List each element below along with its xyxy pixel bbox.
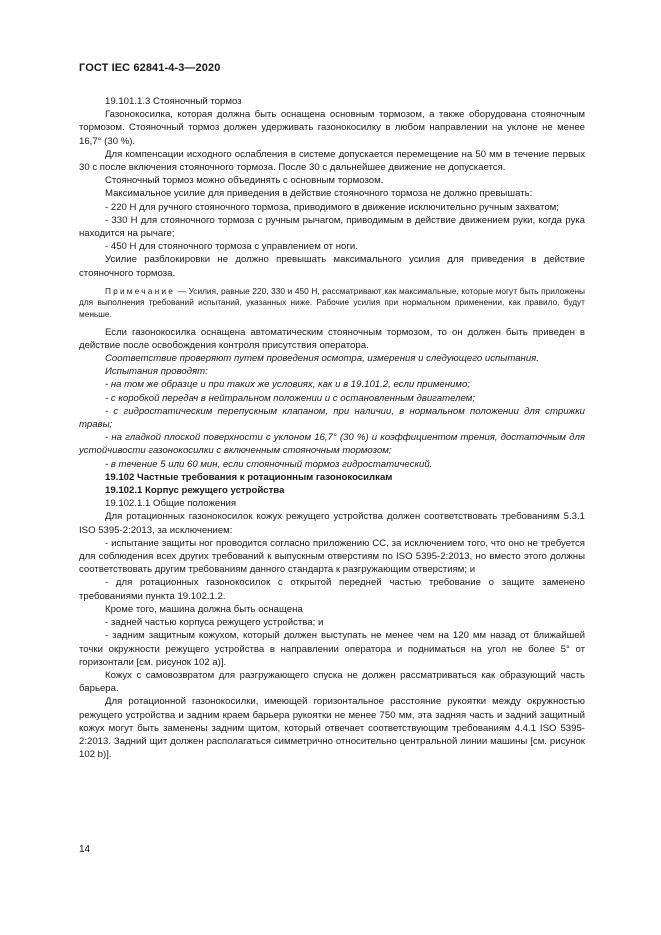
compliance-text: Испытания проводят:	[105, 366, 208, 378]
list-item: - задним защитным кожухом, который должен выступать не менее чем на 120 мм назад от ближайшей точки окружности режущего устройства в направлении оператора и подниматься на угол не более 5° от горизонтали [см. рисунок 102 а)].	[79, 630, 585, 668]
document-body	[79, 95, 585, 761]
document-code-header: ГОСТ IEC 62841-4-3—2020	[79, 62, 221, 74]
note	[79, 286, 585, 321]
paragraph: Для компенсации исходного ослабления в системе допускается перемещение на 50 мм в течение первых 30 с после включения стояночного тормоза. После 30 с дальнейшее движение не допускается.	[79, 148, 585, 174]
list-item: - на гладкой плоской поверхности с уклоном 16,7° (30 %) и коэффициентом трения, достаточным для устойчивости газонокосилки с включенным стояночным тормозом;	[79, 432, 585, 457]
paragraph: Для ротационных газонокосилок кожух режущего устройства должен соответствовать требованиям 5.3.1 ISO 5395-2:2013, за исключением:	[79, 511, 585, 536]
clause-heading: 19.101.1.3 Стояночный тормоз	[105, 96, 242, 107]
list-item: - 220 Н для ручного стояночного тормоза, приводимого в движение исключительно ручным захватом;	[105, 201, 559, 213]
list-item: - в течение 5 или 60 мин, если стояночный тормоз гидростатический.	[105, 458, 433, 470]
list-item: - на том же образце и при таких же условиях, как и в 19.101.2, если применимо;	[105, 379, 470, 391]
paragraph: Стояночный тормоз можно объединять с основным тормозом.	[105, 175, 384, 187]
list-item: - испытание защиты ног проводится согласно приложению СС, за исключением того, что оно не требуется для соблюдения всех других требований к выпускным отверстиям по ISO 5395-2:2013, но вместо этого должны соответствовать другим требованиям данного стандарта к разгружающим отверстиям; и	[79, 537, 585, 576]
list-item: - 330 Н для стояночного тормоза с ручным рычагом, приводимым в действие движением руки, когда рука находится на рычаге;	[79, 214, 585, 240]
clause-heading: 19.102.1.1 Общие положения	[105, 498, 237, 510]
section-heading: 19.102 Частные требования к ротационным газонокосилкам	[105, 471, 393, 483]
subsection-heading: 19.102.1 Корпус режущего устройства	[105, 485, 285, 497]
list-item: - с коробкой передач в нейтральном положении и с остановленным двигателем;	[105, 392, 476, 404]
paragraph: Газонокосилка, которая должна быть оснащена основным тормозом, а также оборудована стояночным тормозом. Стояночный тормоз должен удерживать газонокосилку в любом направлении на уклоне не менее 16,7° (30 %).	[79, 109, 585, 147]
list-item: - для ротационных газонокосилок с открытой передней частью требование о защите заменено требованиями пункта 19.102.1.2.	[79, 577, 585, 602]
list-item: - задней частью корпуса режущего устройства; и	[105, 617, 324, 629]
list-item: - 450 Н для стояночного тормоза с управлением от ноги.	[105, 241, 358, 253]
page-number: 14	[79, 844, 91, 855]
note-text: — Усилия, равные 220, 330 и 450 Н, рассматривают как максимальные, которые могут быть приложены для выполнения требований испытаний, указанных ниже. Рабочие усилия при нормальном применении, как правило, будут меньше.	[79, 285, 585, 320]
paragraph: Кожух с самовозвратом для разгружающего спуска не должен рассматриваться как образующий часть барьера.	[79, 669, 585, 695]
paragraph: Если газонокосилка оснащена автоматическим стояночным тормозом, то он должен быть приведен в действие после освобождения контроля присутствия оператора.	[79, 326, 585, 351]
note-label: Примечание	[105, 285, 176, 296]
paragraph: Усилие разблокировки не должно превышать максимального усилия для приведения в действие стояночного тормоза.	[79, 254, 585, 279]
compliance-text: Соответствие проверяют путем проведения осмотра, измерения и следующего испытания.	[105, 353, 539, 365]
paragraph: Максимальное усилие для приведения в действие стояночного тормоза не должно превышать:	[105, 188, 533, 200]
list-item: - с гидростатическим перепускным клапаном, при наличии, в нормальном положении для стрижки травы;	[79, 405, 585, 431]
paragraph: Кроме того, машина должна быть оснащена	[105, 603, 303, 615]
paragraph: Для ротационной газонокосилки, имеющей горизонтальное расстояние рукоятки между окружностью режущего устройства и задним краем барьера рукоятки не менее 750 мм, эта задняя часть и задний защитный кожух могут быть заменены задним щитом, который отвечает соответствующим требованиям 4.4.1 ISO 5395-2:2013. Задний щит должен располагаться симметрично относительно центральной линии машины [см. рисунок 102 b)].	[79, 696, 585, 761]
